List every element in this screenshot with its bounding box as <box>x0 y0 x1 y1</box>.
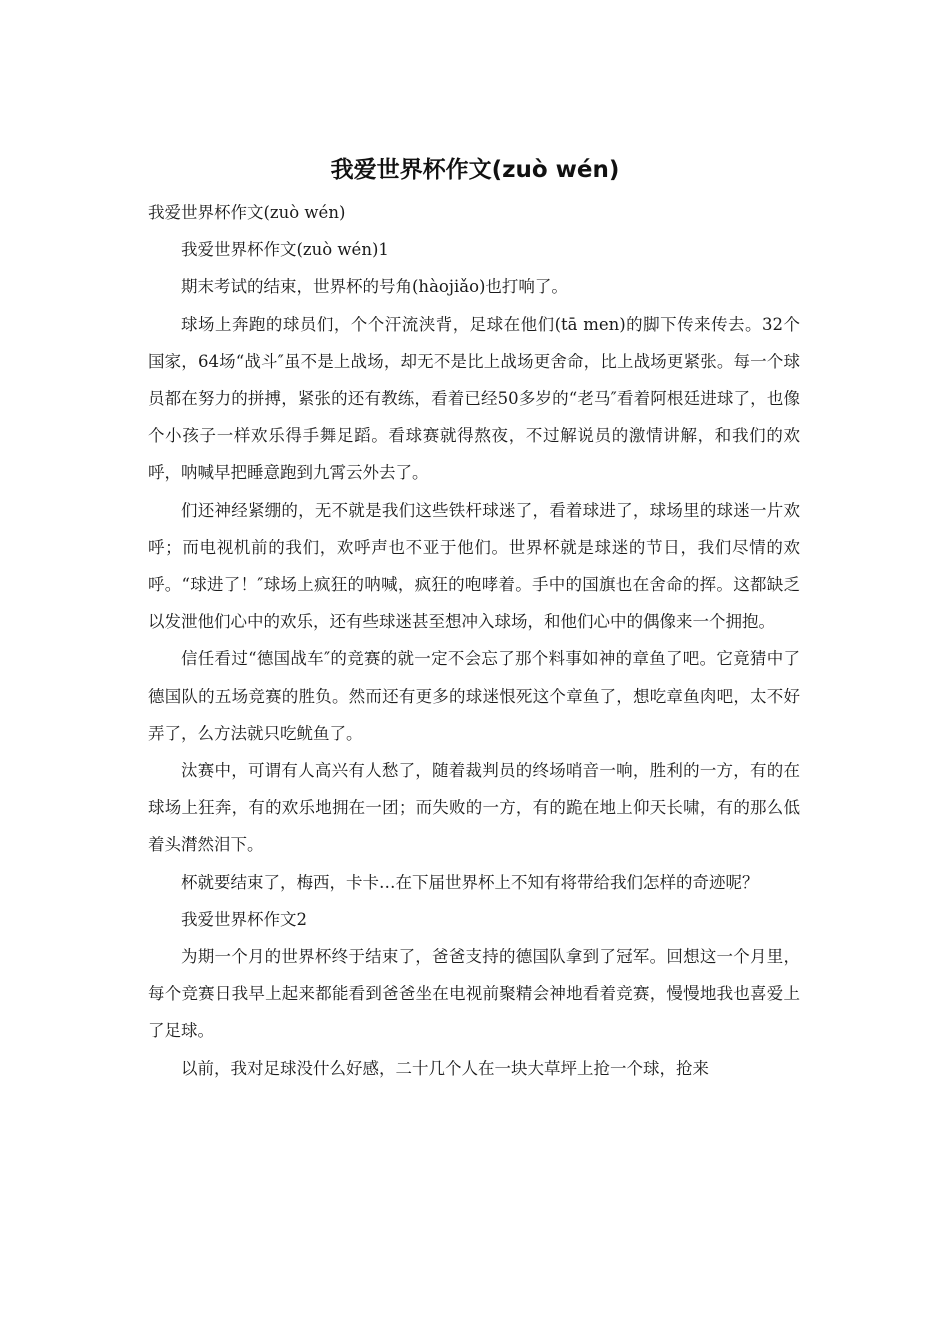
document-body <box>148 194 800 1087</box>
paragraph: 我爱世界杯作文(zuò wén) <box>148 203 346 222</box>
paragraph: 们还神经紧绷的，无不就是我们这些铁杆球迷了，看着球进了，球场里的球迷一片欢呼；而电视机前的我们，欢呼声也不亚于他们。世界杯就是球迷的节日，我们尽情的欢呼。“球进了！″球场上疯狂的呐喊，疯狂的咆哮着。手中的国旗也在舍命的挥。这都缺乏以发泄他们心中的欢乐，还有些球迷甚至想冲入球场，和他们心中的偶像来一个拥抱。 <box>148 500 800 632</box>
paragraph: 信任看过“德国战车″的竞赛的就一定不会忘了那个料事如神的章鱼了吧。它竟猜中了德国队的五场竞赛的胜负。然而还有更多的球迷恨死这个章鱼了，想吃章鱼肉吧，太不好弄了，么方法就只吃鱿鱼了。 <box>148 649 800 743</box>
paragraph: 我爱世界杯作文(zuò wén)1 <box>181 240 389 260</box>
paragraph: 以前，我对足球没什么好感，二十几个人在一块大草坪上抢一个球，抢来 <box>181 1058 709 1078</box>
paragraph: 球场上奔跑的球员们，个个汗流浃背，足球在他们(tā men)的脚下传来传去。32个国家，64场“战斗″虽不是上战场，却无不是比上战场更舍命，比上战场更紧张。每一个球员都在努力的拼搏，紧张的还有教练，看着已经50多岁的“老马″看着阿根廷进球了，也像个小孩子一样欢乐得手舞足蹈。看球赛就得熬夜，不过解说员的激情讲解，和我们的欢呼，呐喊早把睡意跑到九霄云外去了。 <box>148 314 800 483</box>
paragraph: 杯就要结束了，梅西，卡卡…在下届世界杯上不知有将带给我们怎样的奇迹呢？ <box>181 872 759 892</box>
paragraph: 期末考试的结束，世界杯的号角(hàojiǎo)也打响了。 <box>181 277 568 297</box>
paragraph: 为期一个月的世界杯终于结束了，爸爸支持的德国队拿到了冠军。回想这一个月里，每个竞赛日我早上起来都能看到爸爸坐在电视前聚精会神地看着竞赛，慢慢地我也喜爱上了足球。 <box>148 947 800 1041</box>
document-title: 我爱世界杯作文(zuò wén) <box>330 157 620 183</box>
paragraph: 我爱世界杯作文2 <box>181 909 307 929</box>
paragraph: 汰赛中，可谓有人高兴有人愁了，随着裁判员的终场哨音一响，胜利的一方，有的在球场上狂奔，有的欢乐地拥在一团；而失败的一方，有的跪在地上仰天长啸，有的那么低着头潸然泪下。 <box>148 761 800 855</box>
